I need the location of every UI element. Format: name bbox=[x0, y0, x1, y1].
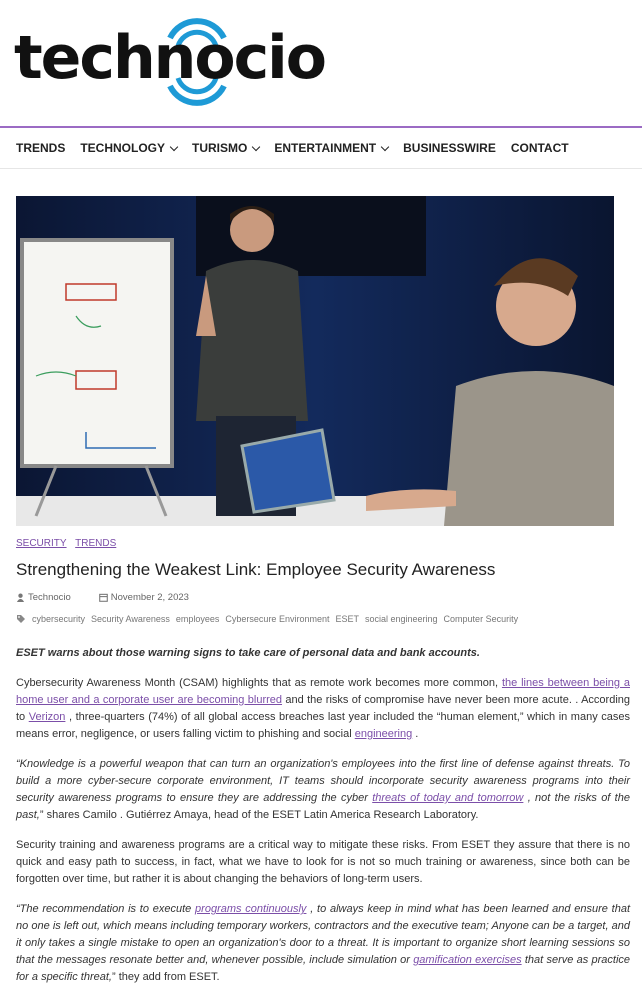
author-name: Technocio bbox=[28, 592, 71, 603]
author-meta[interactable] bbox=[16, 592, 85, 603]
tag-link[interactable]: Computer Security bbox=[443, 614, 519, 624]
chevron-down-icon bbox=[252, 142, 260, 150]
paragraph-text: . bbox=[412, 728, 419, 740]
logo-wordmark: technocio bbox=[14, 23, 325, 93]
nav-item-trends[interactable] bbox=[16, 141, 65, 155]
post-meta bbox=[16, 592, 217, 603]
nav-item-contact[interactable] bbox=[511, 141, 569, 155]
post-date: November 2, 2023 bbox=[110, 592, 189, 603]
post-categories bbox=[16, 538, 122, 549]
nav-item-label: BUSINESSWIRE bbox=[403, 141, 496, 155]
nav-item-technology[interactable] bbox=[80, 141, 177, 155]
article-quote bbox=[16, 756, 630, 824]
article-paragraph bbox=[16, 675, 630, 743]
link-verizon[interactable]: Verizon bbox=[28, 711, 66, 723]
link-programs-continuously[interactable]: programs continuously bbox=[195, 903, 307, 915]
presentation-photo bbox=[16, 196, 614, 526]
article-quote bbox=[16, 901, 630, 986]
date-meta[interactable] bbox=[99, 592, 203, 603]
quote-attribution: ” they add from ESET. bbox=[112, 971, 220, 983]
nav-item-label: TURISMO bbox=[192, 141, 248, 155]
user-icon bbox=[16, 593, 25, 602]
paragraph-text: and the risks of compromise have never been more acute. . According to bbox=[16, 694, 630, 723]
category-link-trends[interactable]: TRENDS bbox=[75, 538, 117, 549]
tag-link[interactable]: social engineering bbox=[364, 614, 438, 624]
nav-item-turismo[interactable] bbox=[192, 141, 259, 155]
nav-item-businesswire[interactable] bbox=[403, 141, 496, 155]
nav-item-label: ENTERTAINMENT bbox=[274, 141, 377, 155]
quote-text: “The recommendation is to execute bbox=[16, 903, 196, 915]
main-navigation bbox=[0, 126, 642, 169]
link-blurred-lines[interactable]: the lines between being a home user and a corporate user are becoming blurred bbox=[16, 677, 630, 706]
tag-link[interactable]: Security Awareness bbox=[91, 614, 170, 624]
quote-text: “Knowledge is a powerful weapon that can turn an organization's employees into the first line of defense against threats. To build a more cyber-secure corporate environment, IT teams should incorporate security awareness programs into their security awareness programs to ensure they are addressing the cyber bbox=[16, 758, 630, 804]
calendar-icon bbox=[99, 593, 108, 602]
article-paragraph: Security training and awareness programs are a critical way to mitigate these risks. From ESET they assure that there is no quick and easy path to success, in fact, what we have to look for is not so much training or awareness, since both can be forgotten over time, but rather it is about changing the behaviors of long-term users. bbox=[16, 839, 630, 885]
nav-item-label: TECHNOLOGY bbox=[80, 141, 166, 155]
post-title: Strengthening the Weakest Link: Employee Security Awareness bbox=[16, 560, 496, 579]
article-body bbox=[16, 645, 630, 999]
featured-image bbox=[16, 196, 614, 526]
post-tags bbox=[16, 614, 524, 624]
tag-link[interactable]: Cybersecure Environment bbox=[225, 614, 330, 624]
link-gamification[interactable]: gamification exercises bbox=[413, 954, 522, 966]
site-header bbox=[0, 0, 642, 126]
chevron-down-icon bbox=[170, 142, 178, 150]
tag-link[interactable]: ESET bbox=[335, 614, 359, 624]
chevron-down-icon bbox=[381, 142, 389, 150]
tag-link[interactable]: cybersecurity bbox=[32, 614, 86, 624]
tags-list bbox=[32, 614, 524, 624]
nav-item-label: CONTACT bbox=[510, 141, 569, 155]
paragraph-text: , three-quarters (74%) of all global access breaches last year included the “human element,” which in many cases means error, negligence, or users falling victim to phishing and social bbox=[16, 711, 630, 740]
nav-item-label: TRENDS bbox=[16, 141, 66, 155]
paragraph-text: Cybersecurity Awareness Month (CSAM) highlights that as remote work becomes more common, bbox=[16, 677, 502, 689]
link-engineering[interactable]: engineering bbox=[354, 728, 413, 740]
tag-link[interactable]: employees bbox=[175, 614, 220, 624]
quote-attribution: ” shares Camilo . Gutiérrez Amaya, head of the ESET Latin America Research Laboratory. bbox=[39, 809, 479, 821]
quote-text: that serve as practice for a specific threat, bbox=[16, 954, 631, 983]
quote-text: , not the risks of the past, bbox=[16, 792, 630, 821]
article-lead: ESET warns about those warning signs to take care of personal data and bank accounts. bbox=[16, 647, 480, 659]
category-link-security[interactable]: SECURITY bbox=[16, 538, 67, 549]
tag-icon bbox=[16, 614, 26, 624]
nav-item-entertainment[interactable] bbox=[274, 141, 388, 155]
quote-text: , to always keep in mind what has been learned and ensure that no one is left out, which means including temporary workers, contractors and the executive team; Anyone can be a target, and it only takes a single mistake to open an organization's door to a threat. It is important to organize short learning sessions so that the messages resonate better and, whenever possible, include simulation or bbox=[16, 903, 631, 966]
link-threats[interactable]: threats of today and tomorrow bbox=[372, 792, 524, 804]
site-logo[interactable] bbox=[14, 8, 325, 118]
